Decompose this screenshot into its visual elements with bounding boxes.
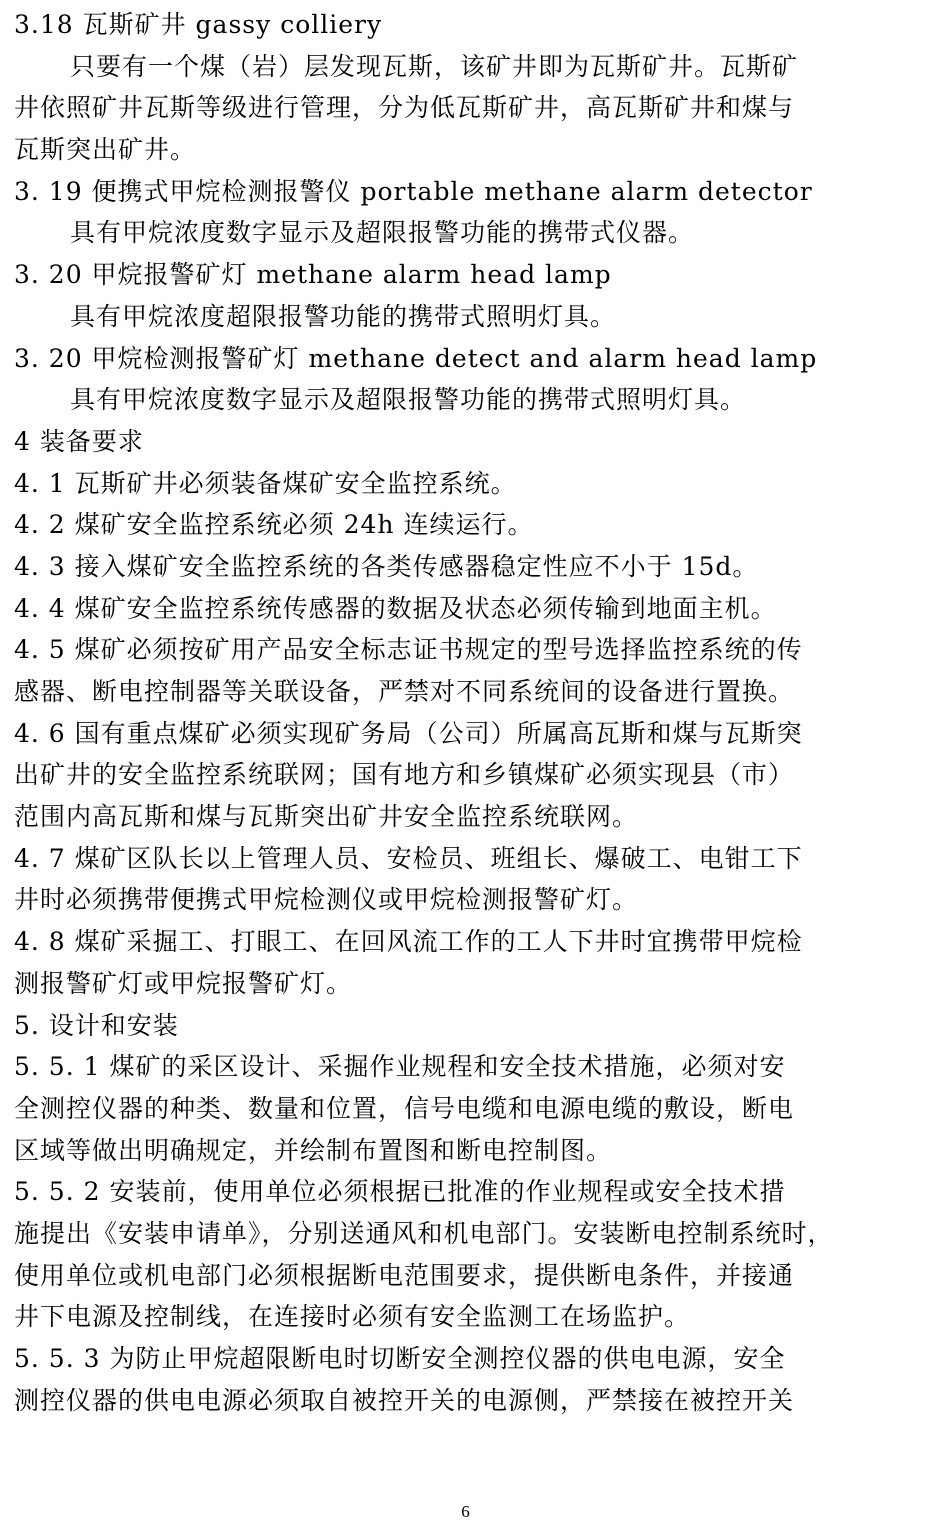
text-line: 5. 设计和安装: [14, 1010, 179, 1040]
text-line: 3. 20 甲烷检测报警矿灯 methane detect and alarm head lamp: [14, 343, 818, 373]
text-line: 具有甲烷浓度超限报警功能的携带式照明灯具。: [70, 301, 617, 331]
text-line: 瓦斯突出矿井。: [14, 135, 197, 165]
text-line: 4 装备要求: [14, 426, 144, 456]
text-line: 测报警矿灯或甲烷报警矿灯。: [14, 968, 353, 998]
text-line: 4. 8 煤矿采掘工、打眼工、在回风流工作的工人下井时宜携带甲烷检: [14, 927, 803, 957]
text-line: 3.18 瓦斯矿井 gassy colliery: [14, 10, 383, 39]
text-line: 4. 6 国有重点煤矿必须实现矿务局（公司）所属高瓦斯和煤与瓦斯突: [14, 718, 803, 748]
text-line: 3. 20 甲烷报警矿灯 methane alarm head lamp: [14, 260, 612, 290]
text-line: 具有甲烷浓度数字显示及超限报警功能的携带式照明灯具。: [70, 385, 747, 415]
text-line: 4. 5 煤矿必须按矿用产品安全标志证书规定的型号选择监控系统的传: [14, 635, 803, 665]
text-line: 3. 19 便携式甲烷检测报警仪 portable methane alarm detector: [14, 176, 813, 206]
text-line: 施提出《安装申请单》，分别送通风和机电部门。安装断电控制系统时，: [14, 1218, 834, 1248]
text-line: 4. 3 接入煤矿安全监控系统的各类传感器稳定性应不小于 15d。: [14, 551, 759, 581]
text-line: 4. 1 瓦斯矿井必须装备煤矿安全监控系统。: [14, 468, 517, 498]
text-line: 区域等做出明确规定，并绘制布置图和断电控制图。: [14, 1135, 613, 1165]
text-line: 出矿井的安全监控系统联网；国有地方和乡镇煤矿必须实现县（市）: [14, 760, 795, 790]
text-line: 5. 5. 2 安装前，使用单位必须根据已批准的作业规程或安全技术措: [14, 1177, 786, 1207]
text-line: 全测控仪器的种类、数量和位置，信号电缆和电源电缆的敷设，断电: [14, 1093, 795, 1123]
text-line: 感器、断电控制器等关联设备，严禁对不同系统间的设备进行置换。: [14, 677, 795, 706]
text-line: 范围内高瓦斯和煤与瓦斯突出矿井安全监控系统联网。: [14, 802, 639, 832]
text-line: 4. 4 煤矿安全监控系统传感器的数据及状态必须传输到地面主机。: [14, 593, 777, 623]
document-body: [14, 4, 886, 1421]
text-line: 井时必须携带便携式甲烷检测仪或甲烷检测报警矿灯。: [14, 885, 639, 915]
text-line: 4. 7 煤矿区队长以上管理人员、安检员、班组长、爆破工、电钳工下: [14, 843, 803, 873]
text-line: 只要有一个煤（岩）层发现瓦斯，该矿井即为瓦斯矿井。瓦斯矿: [70, 51, 799, 81]
text-line: 井依照矿井瓦斯等级进行管理，分为低瓦斯矿井，高瓦斯矿井和煤与: [14, 93, 795, 123]
text-line: 5. 5. 3 为防止甲烷超限断电时切断安全测控仪器的供电电源，安全: [14, 1344, 786, 1373]
text-line: 井下电源及控制线，在连接时必须有安全监测工在场监护。: [14, 1302, 691, 1332]
text-line: 测控仪器的供电电源必须取自被控开关的电源侧，严禁接在被控开关: [14, 1385, 795, 1415]
text-line: 5. 5. 1 煤矿的采区设计、采掘作业规程和安全技术措施，必须对安: [14, 1052, 786, 1082]
text-line: 使用单位或机电部门必须根据断电范围要求，提供断电条件，并接通: [14, 1260, 795, 1290]
text-line: 具有甲烷浓度数字显示及超限报警功能的携带式仪器。: [70, 218, 695, 248]
text-line: 4. 2 煤矿安全监控系统必须 24h 连续运行。: [14, 510, 534, 540]
page-number: 6: [461, 1502, 470, 1521]
